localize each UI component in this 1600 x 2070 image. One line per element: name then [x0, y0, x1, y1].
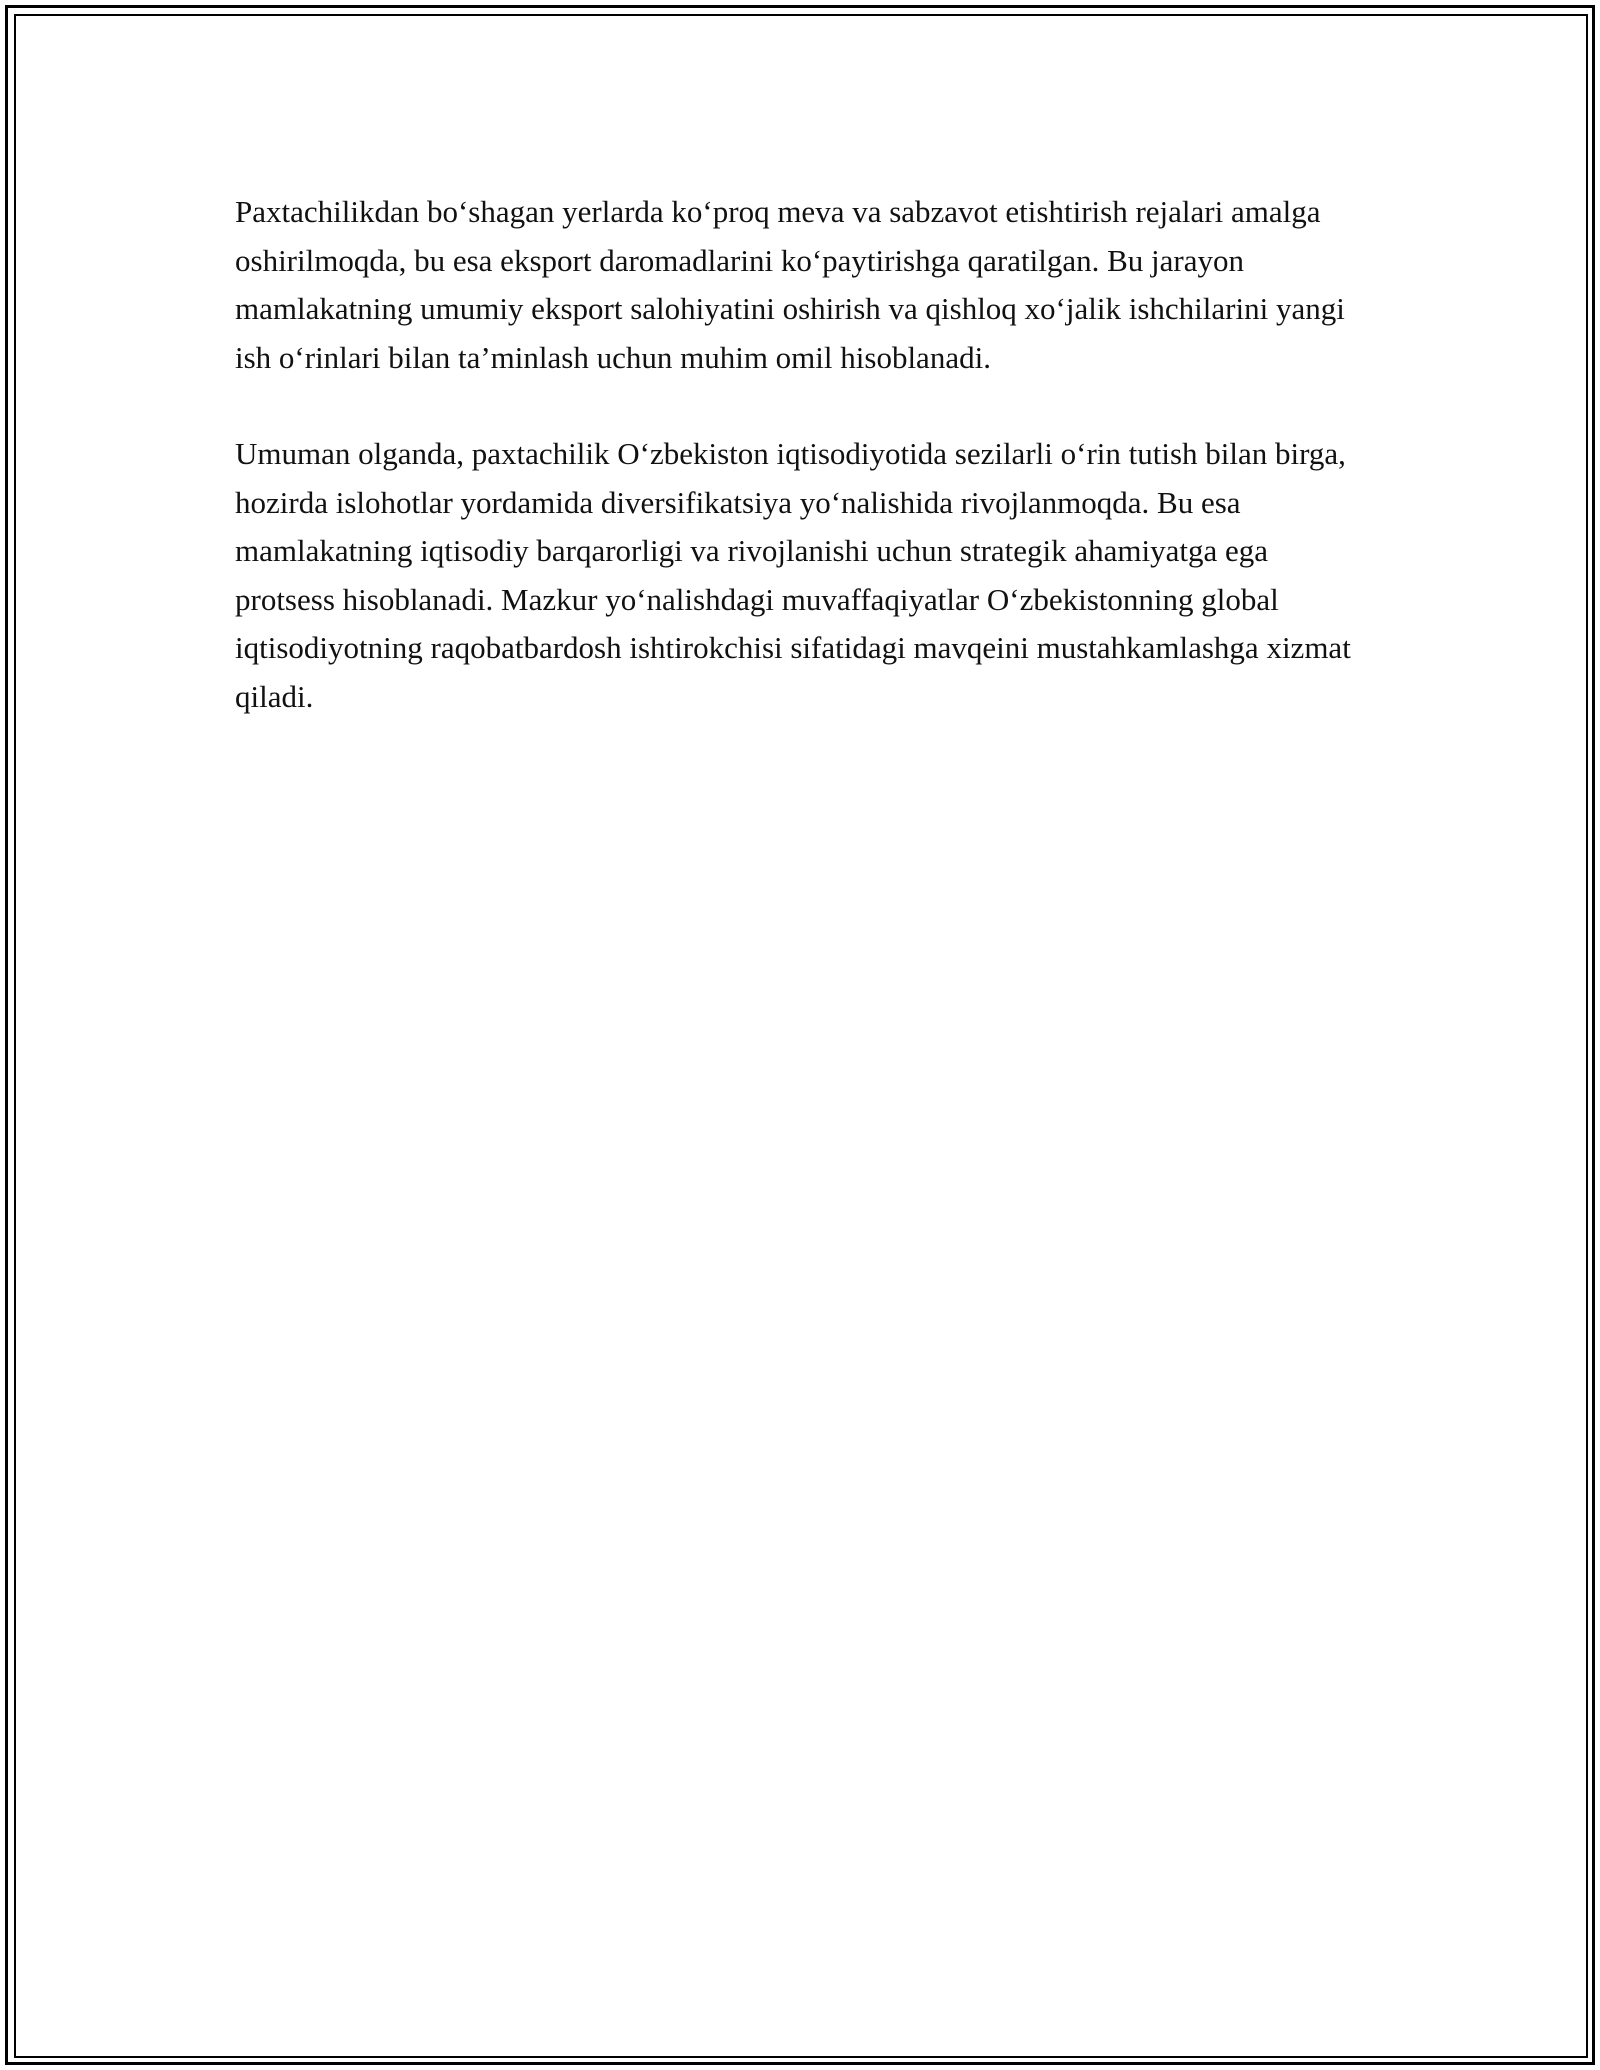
paragraph-conclusion-diversification: Umuman olganda, paxtachilik O‘zbekiston iqtisodiyotida sezilarli o‘rin tutish bilan birga, hozirda islohotlar yordamida diversifikatsiya yo‘nalishida rivojlanmoqda. Bu esa mamlakatning iqtisodiy barqarorligi va rivojlanishi uchun strategik ahamiyatga ega protsess hisoblanadi. Mazkur yo‘nalishdagi muvaffaqiyatlar O‘zbekistonning global iqtisodiyotning raqobatbardosh ishtirokchisi sifatidagi mavqeini mustahkamlashga xizmat qiladi.	[235, 436, 1351, 714]
document-body	[235, 188, 1365, 769]
paragraph-cotton-land-reuse: Paxtachilikdan bo‘shagan yerlarda ko‘proq meva va sabzavot etishtirish rejalari amalga oshirilmoqda, bu esa eksport daromadlarini ko‘paytirishga qaratilgan. Bu jarayon mamlakatning umumiy eksport salohiyatini oshirish va qishloq xo‘jalik ishchilarini yangi ish o‘rinlari bilan ta’minlash uchun muhim omil hisoblanadi.	[235, 194, 1345, 375]
